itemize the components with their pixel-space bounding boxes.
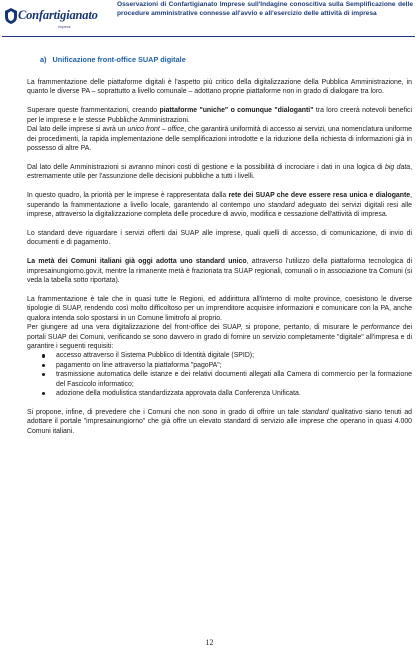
section-title-text: Unificazione front-office SUAP digitale xyxy=(52,55,186,64)
paragraph: Per giungere ad una vera digitalizzazione del front-office dei SUAP, si propone, pertanto, di misurare le performance dei portali SUAP dei Comuni, verificando se sono davvero in grado di fornire un servizio completamente "digitale" all'impresa e di garantire i seguenti requisiti: xyxy=(27,324,412,350)
section-letter: a) xyxy=(40,55,47,64)
paragraph: Dal lato delle imprese si avrà un unico front – office, che garantirà uniformità di accesso ai servizi, una nomenclatura uniforme dei procedimenti, la rapida implementazione delle semplificazioni introdotte e la riduzione della richiesta di informazioni già in possesso di altre PA. xyxy=(27,126,412,152)
paragraph: Dal lato delle Amministrazioni si avranno minori costi di gestione e la possibilità di incrociare i dati in una logica di big data, estremamente utile per l'assunzione delle decisioni pubbliche a tutti i livelli. xyxy=(27,163,413,181)
requirements-list xyxy=(27,351,412,398)
list-item: adozione della modulistica standardizzata approvata dalla Conferenza Unificata. xyxy=(27,389,412,398)
paragraph: La frammentazione delle piattaforme digitali è l'aspetto più critico della digitalizzazione della Pubblica Amministrazione, in quanto le diverse PA – soprattutto a livello comunale – adottano proprie piattaforme non in grado di dialogare tra loro. xyxy=(27,79,412,96)
document-body xyxy=(27,78,412,436)
confartigianato-logo xyxy=(2,3,110,33)
list-item: pagamento on line attraverso la piattaforma "pagoPA"; xyxy=(27,361,412,370)
page-header xyxy=(0,0,419,36)
list-item: trasmissione automatica delle istanze e dei relativi documenti allegati alla Camera di commercio per la formazione del Fascicolo informatico; xyxy=(27,370,412,389)
logo-wordmark: Confartigianato xyxy=(18,8,98,22)
logo-subtitle: Imprese xyxy=(58,25,71,29)
paragraph: La frammentazione è tale che in quasi tutte le Regioni, ed addirittura all'interno di molte province, coesistono le diverse tipologie di SUAP, rendendo così molto difficoltoso per un imprenditore acquisire informazioni e comunicare con la PA, anche qualora intenda solo spostarsi in un Comune limitrofo al proprio. xyxy=(27,295,412,322)
logo-mark-icon xyxy=(4,7,18,25)
paragraph: La metà dei Comuni italiani già oggi adotta uno standard unico, attraverso l'utilizzo della piattaforma tecnologica di impresainungiorno.gov.it, mentre la rimanente metà è frazionata tra SUAP regionali, comunali o in associazione tra Comuni (si veda la tabella sotto riportata). xyxy=(27,258,412,284)
header-divider xyxy=(2,36,415,37)
paragraph: Lo standard deve riguardare i servizi offerti dai SUAP alle imprese, quali quelli di accesso, di comunicazione, di invio di documenti e di pagamento. xyxy=(27,229,412,247)
section-heading xyxy=(40,55,186,64)
list-item: accesso attraverso il Sistema Pubblico di Identità digitale (SPID); xyxy=(27,351,412,360)
paragraph: Si propone, infine, di prevedere che i Comuni che non sono in grado di offrire un tale standard qualitativo siano tenuti ad adottare il portale "impresainungiorno" che già offre un elevato standard di servizio alle imprese che operano in quasi 4.000 Comuni italiani. xyxy=(27,408,412,435)
paragraph: In questo quadro, la priorità per le imprese è rappresentata dalla rete dei SUAP che deve essere resa unica e dialogante, superando la frammentazione a livello locale, garantendo al contempo uno standard adeguato dei servizi digitali resi alle imprese, attraverso la digitalizzazione completa delle procedure di avvio, modifica e cessazione dell'attività di impresa. xyxy=(27,192,413,218)
paragraph: Superare queste frammentazioni, creando piattaforme "uniche" o comunque "dialoganti" tra loro creerà notevoli benefici per le imprese e le stesse Pubbliche Amministrazioni. xyxy=(27,107,413,124)
page-number: 12 xyxy=(205,638,214,647)
header-title: Osservazioni di Confartigianato Imprese sull'Indagine conoscitiva sulla Semplificazione delle procedure amministrative connesse all'avvio e all'esercizio delle attività di impresa xyxy=(117,1,413,17)
